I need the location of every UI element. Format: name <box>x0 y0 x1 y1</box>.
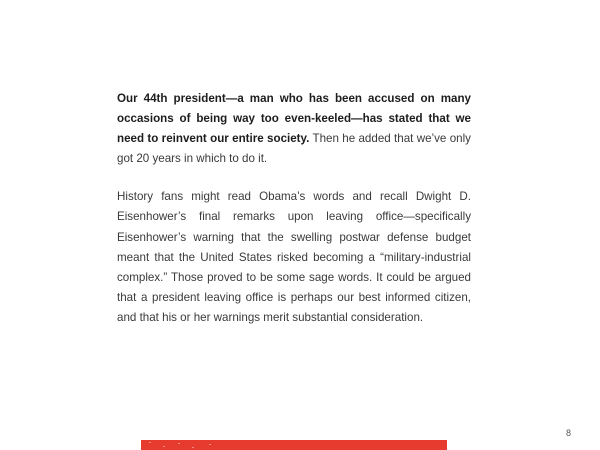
footer-color-bar <box>141 440 447 450</box>
body-paragraph: History fans might read Obama’s words and recall Dwight D. Eisenhower’s final remarks upon leaving office—specifically Eisenhower’s warning that the swelling postwar defense budget meant that the United States risked becoming a “military-industrial complex.” Those proved to be some sage words. It could be argued that a president leaving office is perhaps our best informed citizen, and that his or her warnings merit substantial consideration. <box>117 190 471 324</box>
article-text <box>117 89 471 328</box>
intro-bold-text: Our 44th president—a man who has been accused on many occasions of being way too even-keeled—has stated that we need to reinvent our entire society. <box>117 92 471 146</box>
intro-rest-text: Then he added that we’ve only got 20 years in which to do it. <box>117 132 471 166</box>
page-number: 8 <box>566 428 572 438</box>
intro-paragraph <box>117 89 471 169</box>
